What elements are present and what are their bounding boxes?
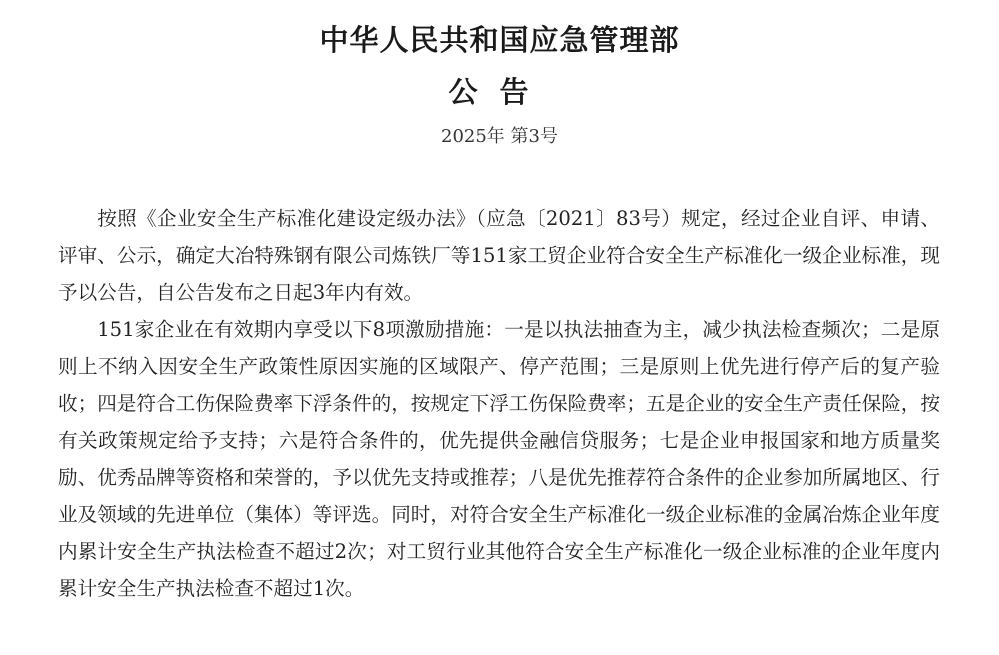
paragraph-2: 151家企业在有效期内享受以下8项激励措施：一是以执法抽查为主，减少执法检查频次；二是原则上不纳入因安全生产政策性原因实施的区域限产、停产范围；三是原则上优先进行停产后的复产验收；四是符合工伤保险费率下浮条件的，按规定下浮工伤保险费率；五是企业的安全生产责任保险，按有关政策规定给予支持；六是符合条件的，优先提供金融信贷服务；七是企业申报国家和地方质量奖励、优秀品牌等资格和荣誉的，予以优先支持或推荐；八是优先推荐符合条件的企业参加所属地区、行业及领域的先进单位（集体）等评选。同时，对符合安全生产标准化一级企业标准的金属冶炼企业年度内累计安全生产执法检查不超过2次；对工贸行业其他符合安全生产标准化一级企业标准的企业年度内累计安全生产执法检查不超过1次。 [58, 318, 940, 600]
issuing-organization: 中华人民共和国应急管理部 [319, 23, 680, 57]
document-number: 2025年 第3号 [441, 126, 558, 147]
paragraph-1: 按照《企业安全生产标准化建设定级办法》（应急〔2021〕83号）规定，经过企业自评、申请、评审、公示，确定大冶特殊钢有限公司炼铁厂等151家工贸企业符合安全生产标准化一级企业标准，现予以公告，自公告发布之日起3年内有效。 [58, 207, 940, 304]
document-title: 公告 [448, 75, 551, 109]
document-body [58, 200, 940, 607]
